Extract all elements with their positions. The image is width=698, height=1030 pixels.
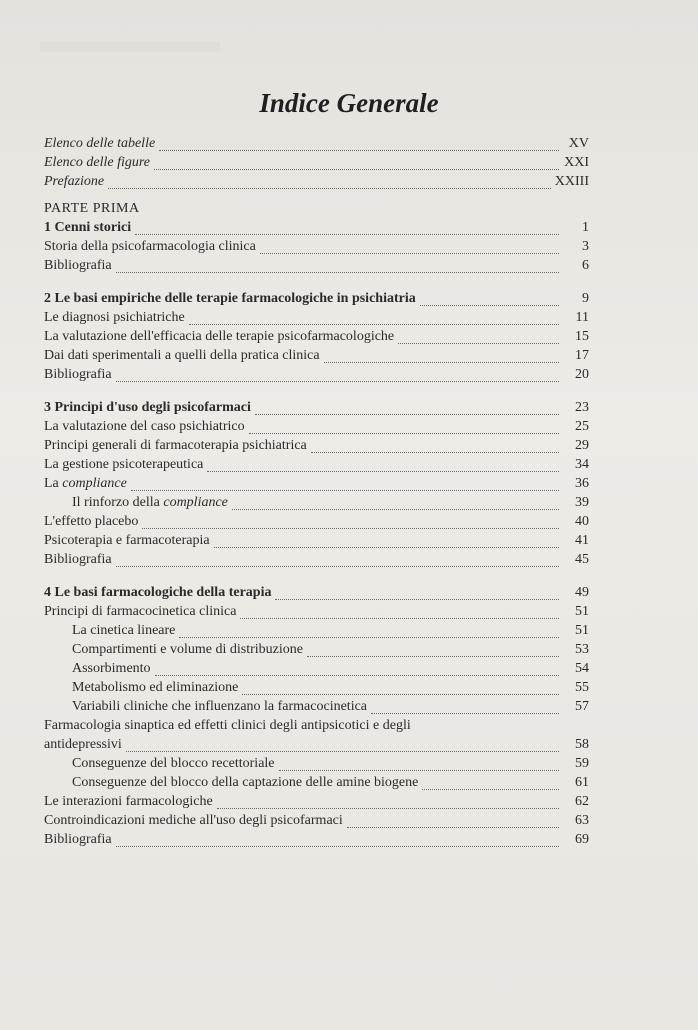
toc-entry[interactable]: L'effetto placebo 40 (44, 514, 589, 529)
toc-entry[interactable]: Compartimenti e volume di distribuzione 53 (72, 642, 589, 657)
toc-entry[interactable]: La cinetica lineare 51 (72, 623, 589, 638)
toc-entry-tabelle[interactable]: Elenco delle tabelle XV (44, 136, 589, 151)
bleed-through-text (40, 42, 220, 52)
toc-entry[interactable]: Bibliografia 45 (44, 552, 589, 567)
toc-entry[interactable]: Dai dati sperimentali a quelli della pratica clinica 17 (44, 348, 589, 363)
toc-entry[interactable]: antidepressivi 58 (44, 737, 589, 752)
toc-entry-prefazione[interactable]: Prefazione XXIII (44, 174, 589, 189)
toc-entry[interactable]: Metabolismo ed eliminazione 55 (72, 680, 589, 695)
toc-entry-figure[interactable]: Elenco delle figure XXI (44, 155, 589, 170)
toc-entry[interactable]: Bibliografia 20 (44, 367, 589, 382)
toc-entry[interactable]: Bibliografia 69 (44, 832, 589, 847)
toc-entry[interactable]: Variabili cliniche che influenzano la farmacocinetica 57 (72, 699, 589, 714)
toc-entry[interactable]: Le interazioni farmacologiche 62 (44, 794, 589, 809)
toc-entry[interactable]: Il rinforzo della compliance 39 (72, 495, 589, 510)
toc-entry[interactable]: La compliance 36 (44, 476, 589, 491)
toc-entry[interactable]: Bibliografia 6 (44, 258, 589, 273)
toc-chapter-3[interactable]: 3 Principi d'uso degli psicofarmaci 23 (44, 400, 589, 415)
toc-entry[interactable]: Conseguenze del blocco recettoriale 59 (72, 756, 589, 771)
toc-chapter-4[interactable]: 4 Le basi farmacologiche della terapia 49 (44, 585, 589, 600)
toc-entry[interactable]: Assorbimento 54 (72, 661, 589, 676)
page-title: Indice Generale (259, 88, 439, 118)
toc-entry[interactable]: Controindicazioni mediche all'uso degli psicofarmaci 63 (44, 813, 589, 828)
toc-entry[interactable]: Le diagnosi psichiatriche 11 (44, 310, 589, 325)
toc-entry[interactable]: Psicoterapia e farmacoterapia 41 (44, 533, 589, 548)
toc-entry[interactable]: La valutazione dell'efficacia delle terapie psicofarmacologiche 15 (44, 329, 589, 344)
toc-entry[interactable]: Principi di farmacocinetica clinica 51 (44, 604, 589, 619)
toc-chapter-1[interactable]: 1 Cenni storici 1 (44, 220, 589, 235)
toc-entry[interactable]: Storia della psicofarmacologia clinica 3 (44, 239, 589, 254)
table-of-contents (44, 136, 589, 851)
toc-entry[interactable]: La valutazione del caso psichiatrico 25 (44, 419, 589, 434)
part-heading: PARTE PRIMA (44, 201, 140, 216)
toc-entry[interactable]: Principi generali di farmacoterapia psichiatrica 29 (44, 438, 589, 453)
toc-entry[interactable]: Farmacologia sinaptica ed effetti clinici degli antipsicotici e degli (44, 718, 411, 733)
toc-entry[interactable]: Conseguenze del blocco della captazione delle amine biogene 61 (72, 775, 589, 790)
toc-entry[interactable]: La gestione psicoterapeutica 34 (44, 457, 589, 472)
toc-chapter-2[interactable]: 2 Le basi empiriche delle terapie farmacologiche in psichiatria 9 (44, 291, 589, 306)
